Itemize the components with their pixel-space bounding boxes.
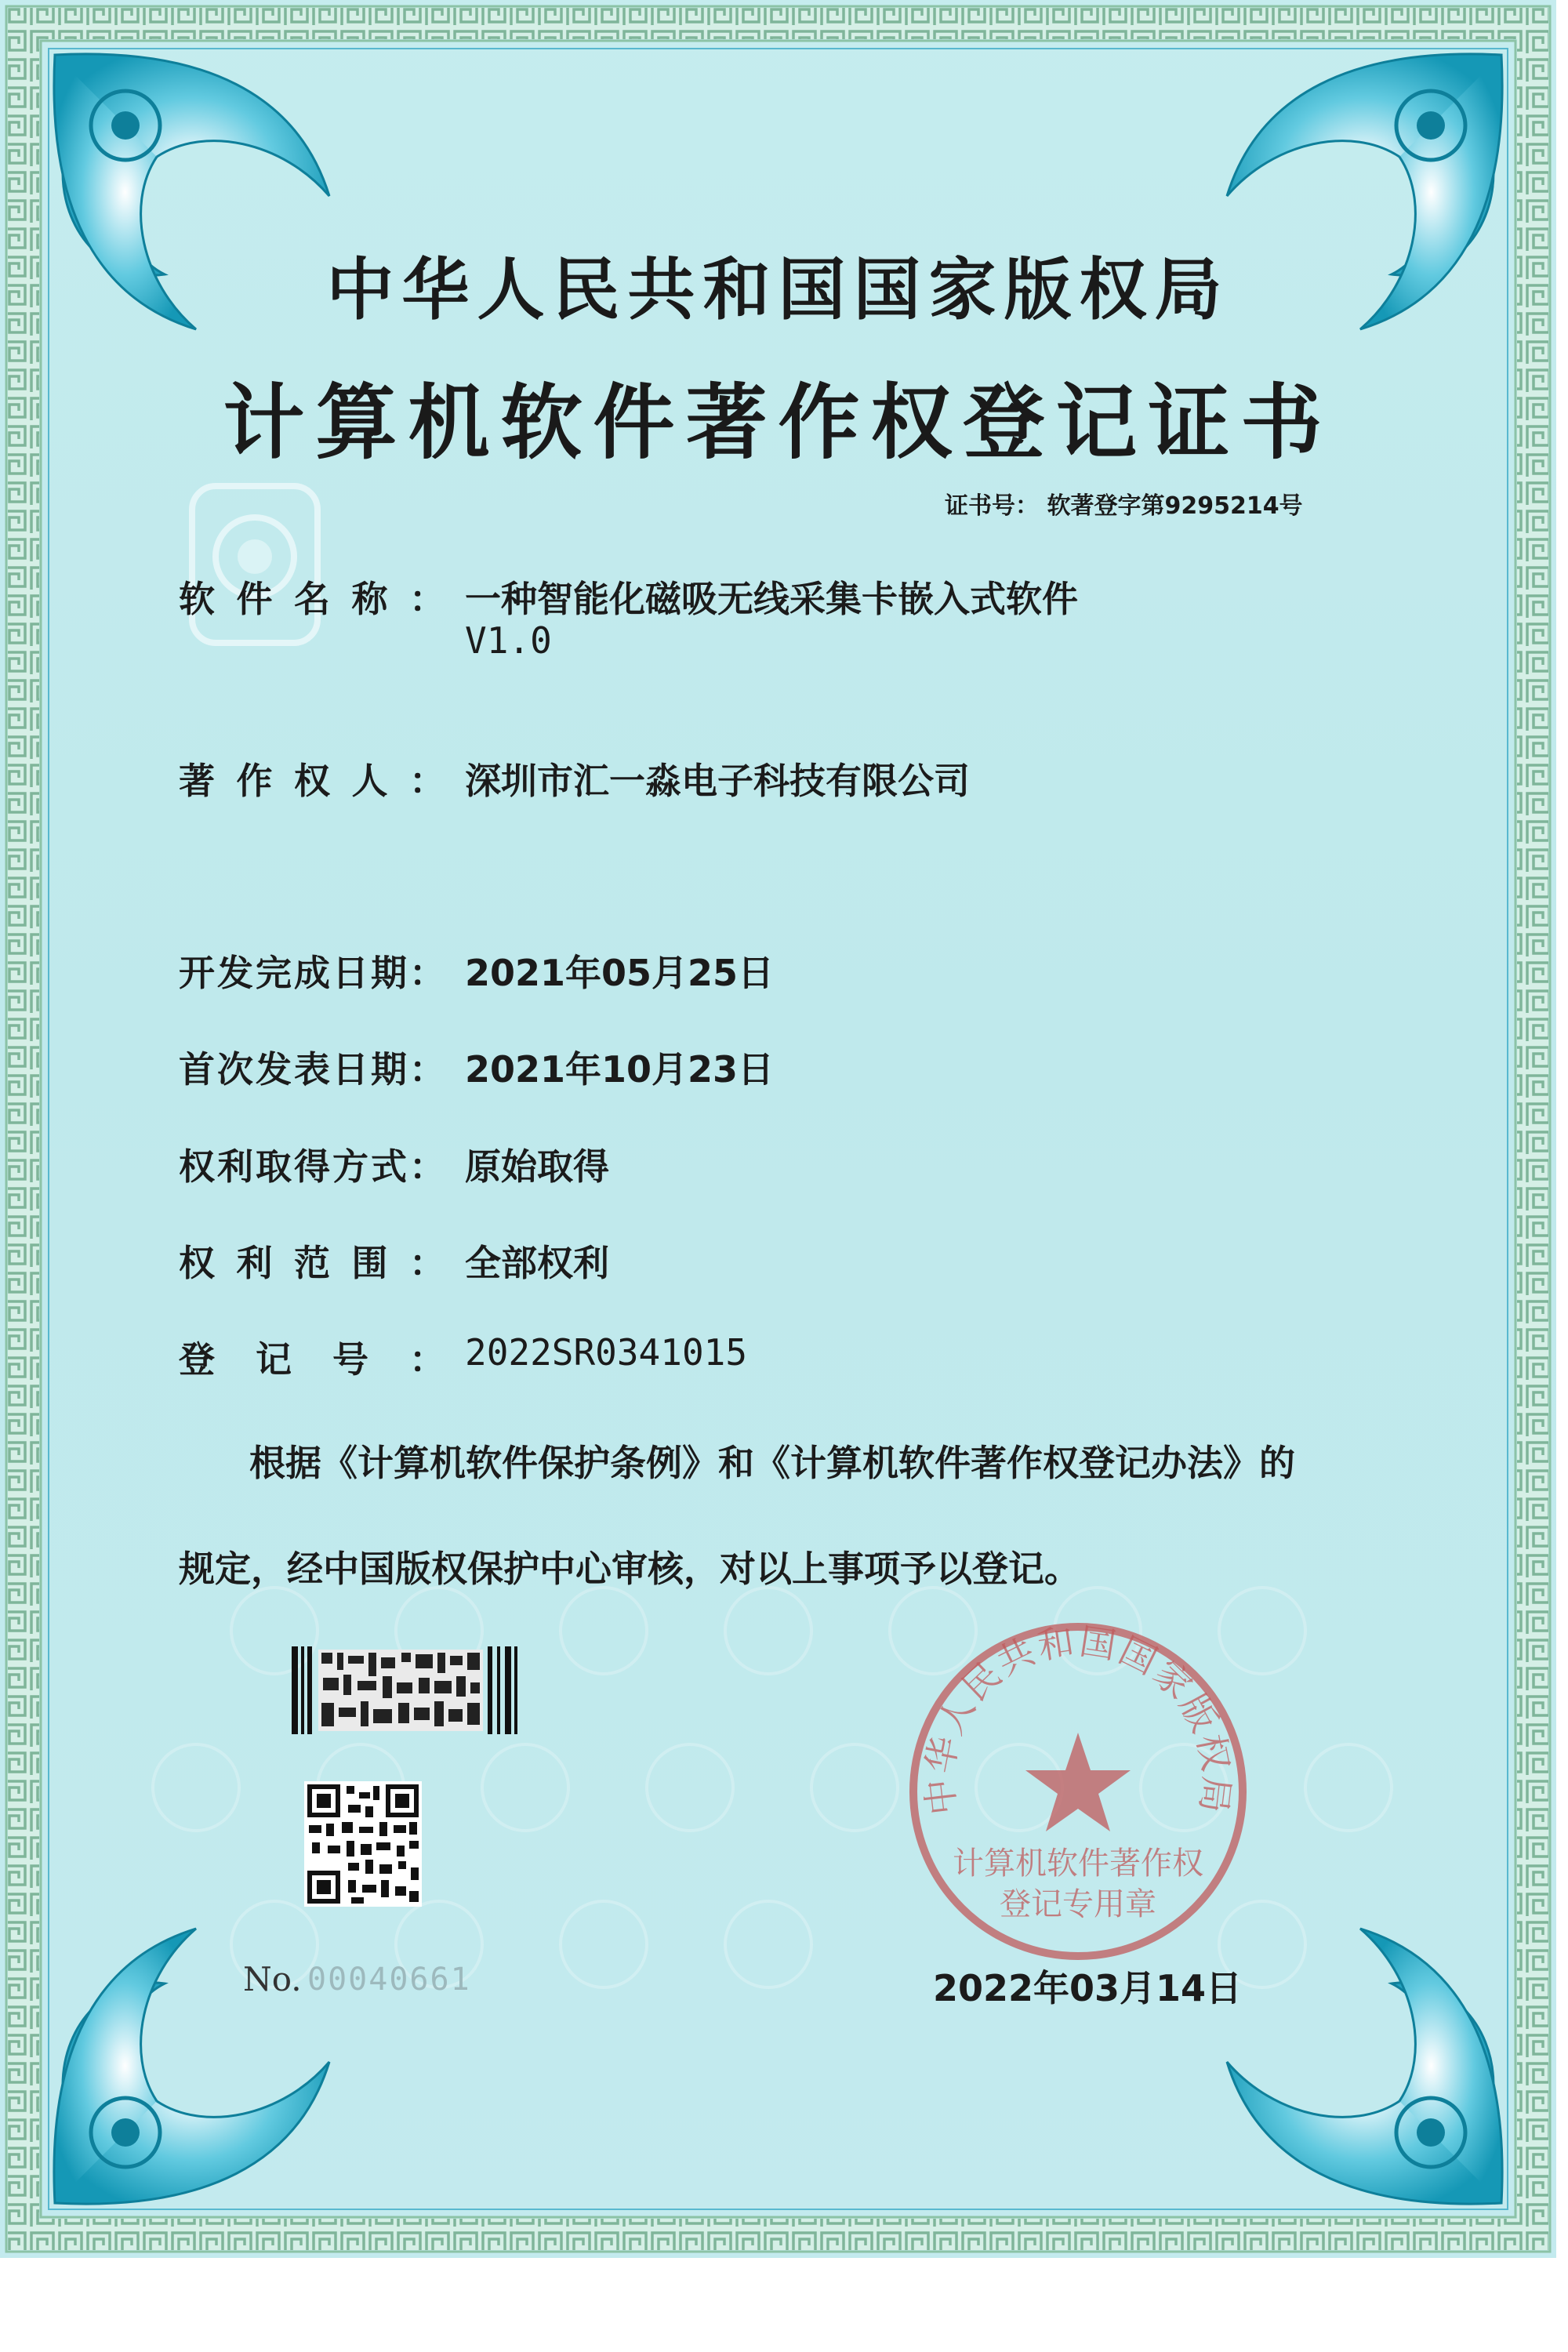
official-seal [902,1615,1254,1968]
field-value-version: V1.0 [465,619,552,662]
serial-label: No. [243,1960,302,1998]
statement-line-2: 规定，经中国版权保护中心审核，对以上事项予以登记。 [179,1548,1080,1590]
seal-star-icon [1025,1733,1131,1831]
field-label: 著作权人： [179,760,445,802]
field-value: 2021年10月23日 [465,1048,775,1091]
field-value: 全部权利 [465,1242,609,1284]
field-label: 权利范围： [179,1242,445,1284]
certificate-number: 证书号： 软著登字第9295214号 [945,492,1303,520]
qr-code [304,1781,422,1907]
emblem-watermark [176,478,333,659]
issuer-title: 中华人民共和国国家版权局 [326,250,1230,329]
field-label: 权利取得方式： [179,1145,445,1188]
field-label: 开发完成日期： [179,952,445,994]
field-label: 登记号： [179,1338,445,1381]
seal-inner-line-2: 登记专用章 [1000,1886,1156,1922]
barcode [292,1646,519,1734]
statement-line-1: 根据《计算机软件保护条例》和《计算机软件著作权登记办法》的 [249,1442,1295,1484]
issue-date: 2022年03月14日 [933,1967,1243,2009]
field-value: 2022SR0341015 [465,1331,748,1374]
corner-ornament-br [1227,1929,1502,2204]
field-value: 一种智能化磁吸无线采集卡嵌入式软件 [465,578,1078,620]
field-value: 深圳市汇一淼电子科技有限公司 [465,760,970,802]
seal-inner-line-1: 计算机软件著作权 [953,1846,1203,1882]
certificate-title: 计算机软件著作权登记证书 [223,374,1334,470]
serial-number: 00040661 [307,1962,471,1998]
field-label: 首次发表日期： [179,1048,445,1091]
field-label: 软件名称： [179,578,445,620]
field-value: 2021年05月25日 [465,952,775,994]
field-value: 原始取得 [465,1145,609,1188]
seal-ring-text: 中华人民共和国国家版权局 [917,1619,1239,1817]
